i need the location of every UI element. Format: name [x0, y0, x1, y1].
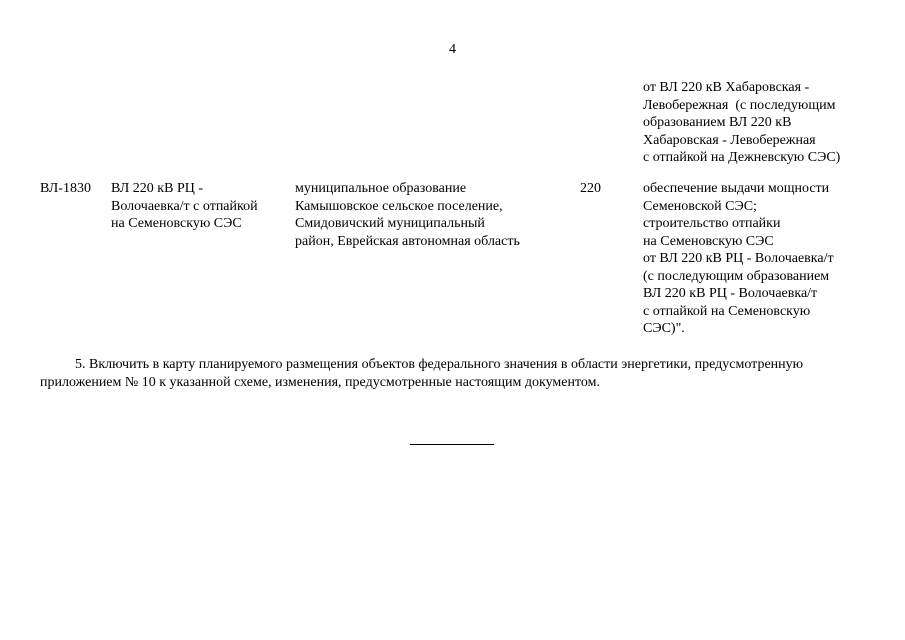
object-name-cell: ВЛ 220 кВ РЦ - Волочаевка/т с отпайкой на Семеновскую СЭС: [111, 181, 258, 231]
continued-purpose-cell: от ВЛ 220 кВ Хабаровская - Левобережная (с последующим образованием ВЛ 220 кВ Хабаровская - Левобережная с отпайкой на Дежневскую СЭС): [643, 80, 841, 165]
page-number: 4: [449, 42, 456, 57]
object-code-cell: ВЛ-1830: [40, 181, 91, 196]
end-of-document-rule: [410, 444, 494, 445]
object-purpose-cell: обеспечение выдачи мощности Семеновской СЭС; строительство отпайки на Семеновскую СЭС от ВЛ 220 кВ РЦ - Волочаевка/т (с последующим образованием ВЛ 220 кВ РЦ - Волочаевка/т с отпайкой на Семеновскую СЭС)".: [643, 181, 834, 336]
object-voltage-cell: 220: [580, 181, 601, 196]
object-location-cell: муниципальное образование Камышовское сельское поселение, Смидовичский муниципальный район, Еврейская автономная область: [295, 181, 520, 249]
clause-5-paragraph: 5. Включить в карту планируемого размещения объектов федерального значения в области энергетики, предусмотренную приложением № 10 к указанной схеме, изменения, предусмотренные настоящим документом.: [40, 357, 804, 390]
